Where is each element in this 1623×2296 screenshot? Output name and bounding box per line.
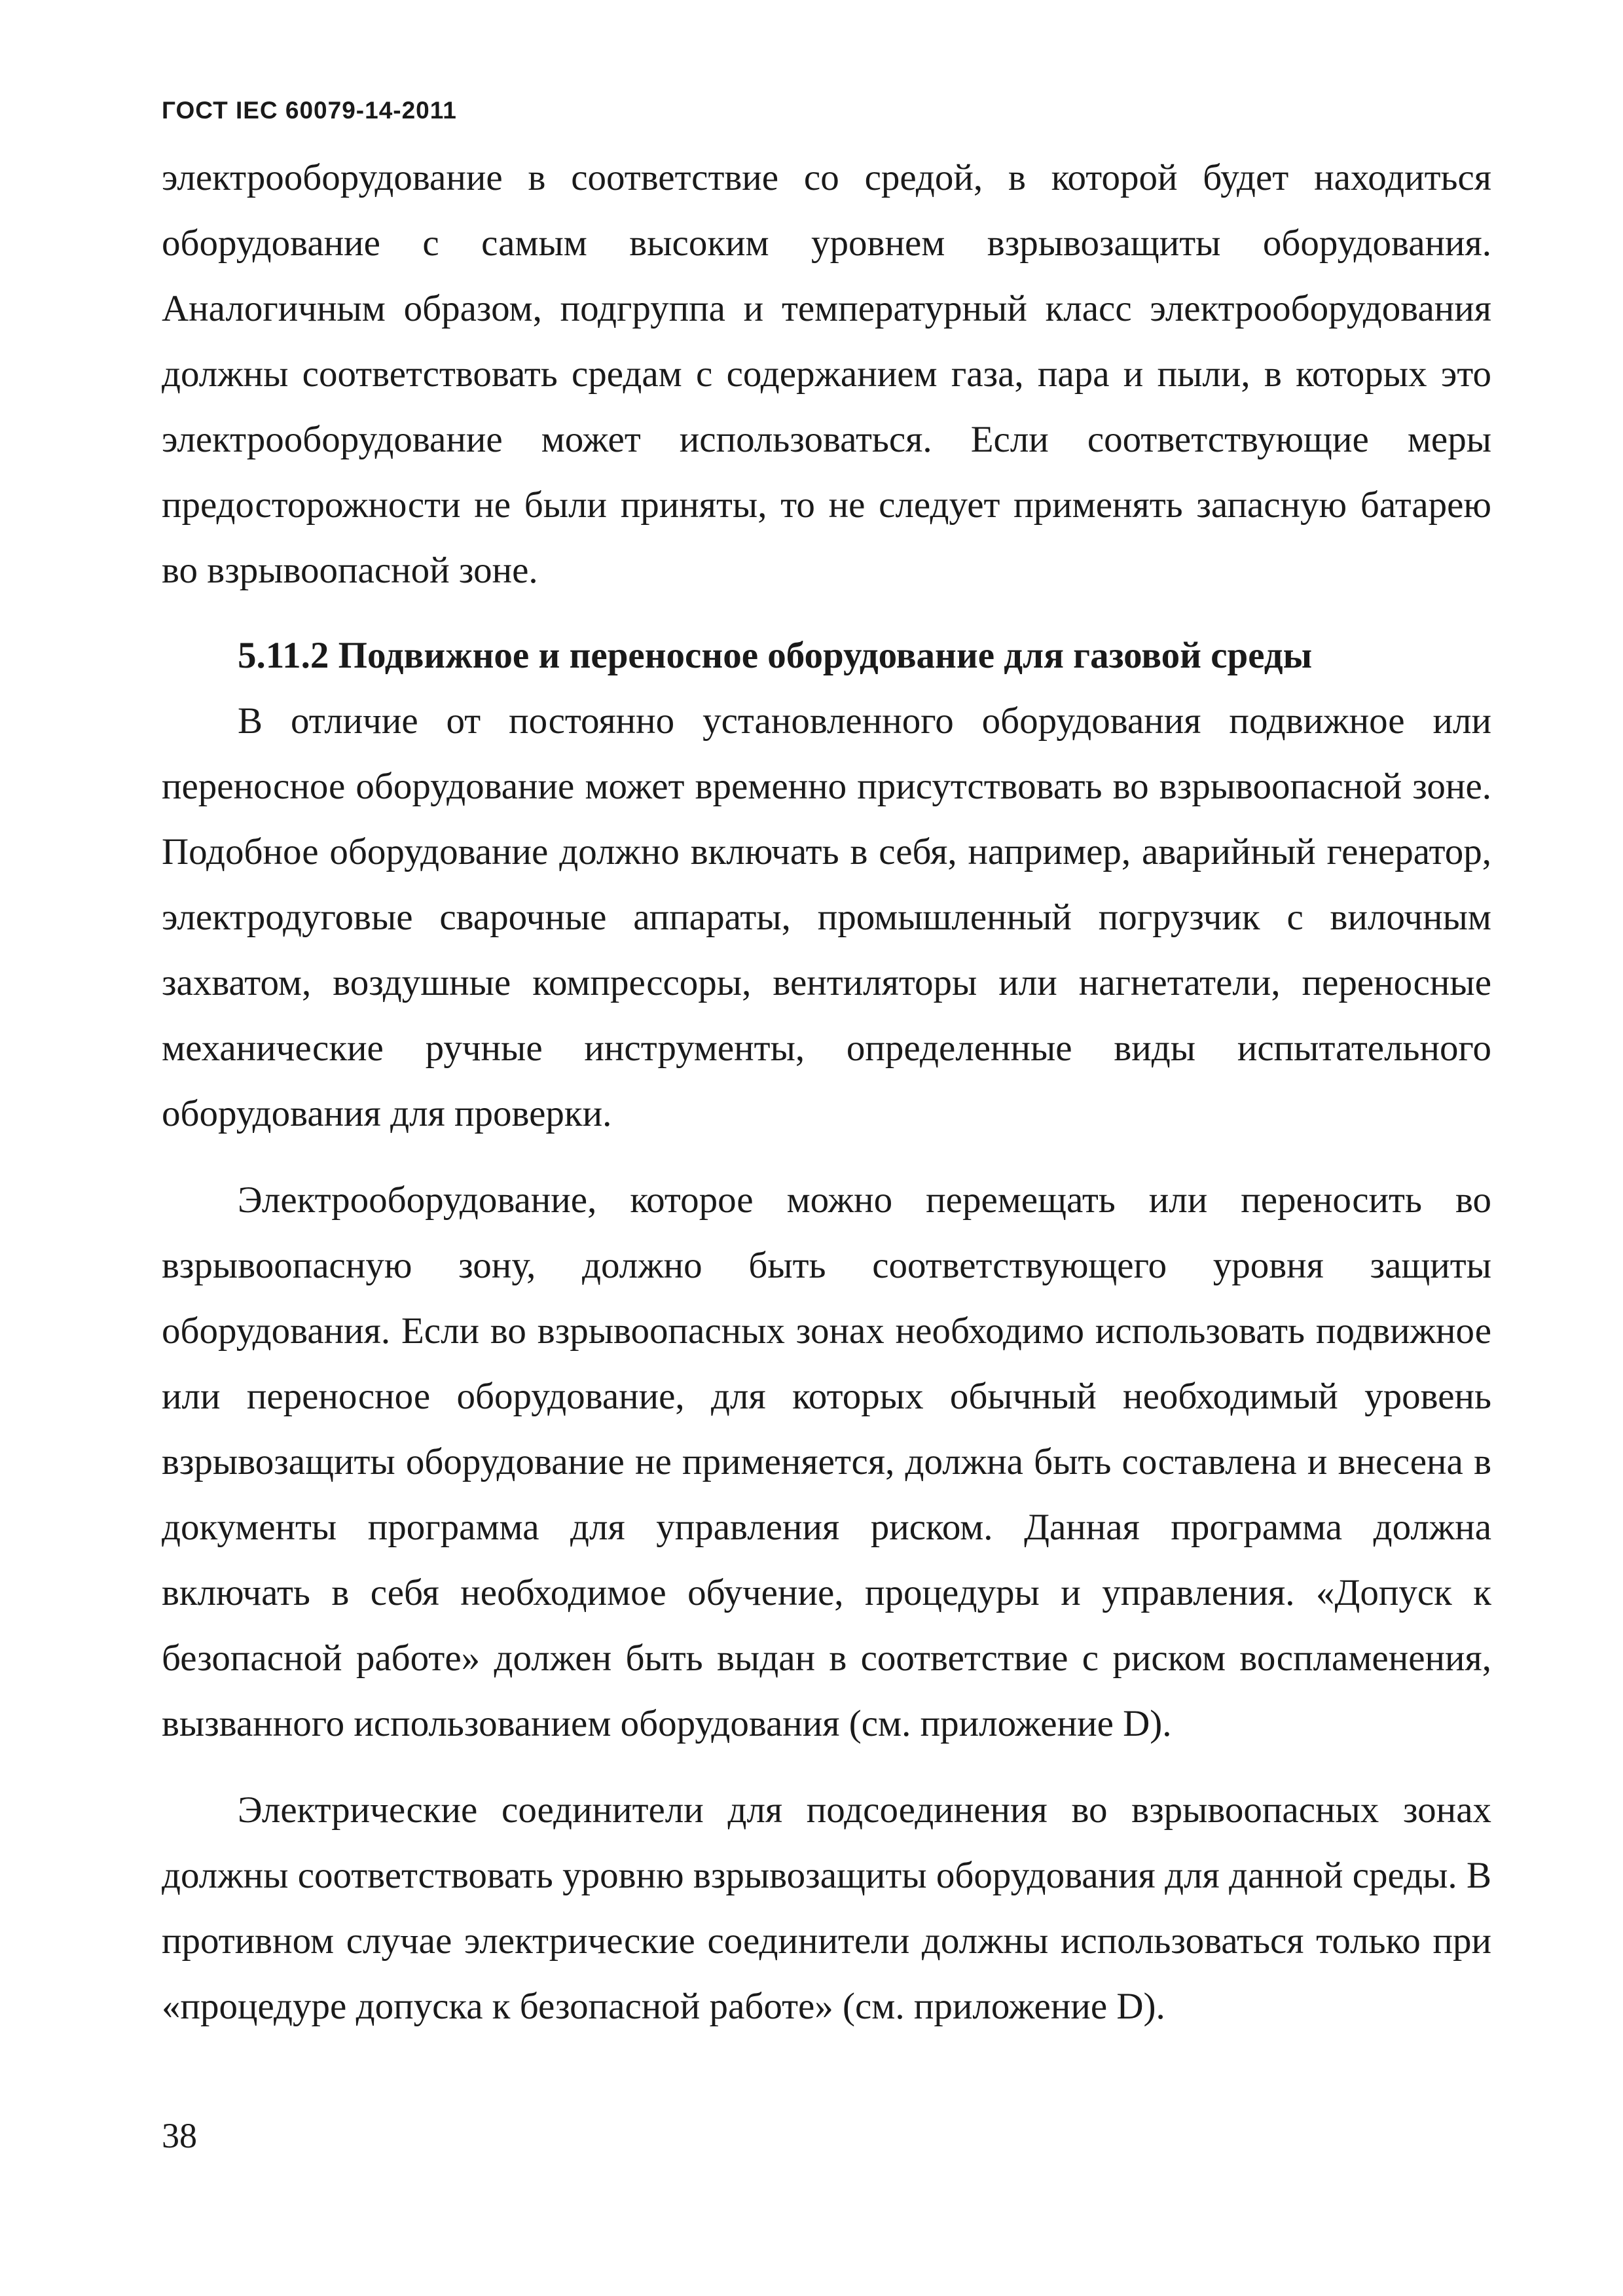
paragraph-3: Электрические соединители для подсоединения во взрывоопасных зонах должны соответствовать уровню взрывозащиты оборудования для данной среды. В противном случае электрические соединители должны использоваться только при «процедуре допуска к безопасной работе» (см. приложение D).: [162, 1789, 1491, 2027]
document-body: [162, 145, 1491, 2039]
paragraph-continuation: электрооборудование в соответствие со средой, в которой будет находиться оборудование с самым высоким уровнем взрывозащиты оборудования. Аналогичным образом, подгруппа и температурный класс электрооборудования должны соответствовать средам с содержанием газа, пара и пыли, в которых это электрооборудование может использоваться. Если соответствующие меры предосторожности не были приняты, то не следует применять запасную батарею во взрывоопасной зоне.: [162, 157, 1491, 591]
section-heading: 5.11.2 Подвижное и переносное оборудование для газовой среды: [238, 635, 1313, 676]
document-header-code: ГОСТ IEC 60079-14-2011: [162, 97, 457, 124]
paragraph-2: Электрооборудование, которое можно перемещать или переносить во взрывоопасную зону, должно быть соответствующего уровня защиты оборудования. Если во взрывоопасных зонах необходимо использовать подвижное или переносное оборудование, для которых обычный необходимый уровень взрывозащиты оборудование не применяется, должна быть составлена и внесена в документы программа для управления риском. Данная программа должна включать в себя необходимое обучение, процедуры и управления. «Допуск к безопасной работе» должен быть выдан в соответствие с риском воспламенения, вызванного использованием оборудования (см. приложение D).: [162, 1179, 1491, 1744]
paragraph-1: В отличие от постоянно установленного оборудования подвижное или переносное оборудование может временно присутствовать во взрывоопасной зоне. Подобное оборудование должно включать в себя, например, аварийный генератор, электродуговые сварочные аппараты, промышленный погрузчик с вилочным захватом, воздушные компрессоры, вентиляторы или нагнетатели, переносные механические ручные инструменты, определенные виды испытательного оборудования для проверки.: [162, 700, 1491, 1134]
page-number: 38: [162, 2116, 197, 2155]
